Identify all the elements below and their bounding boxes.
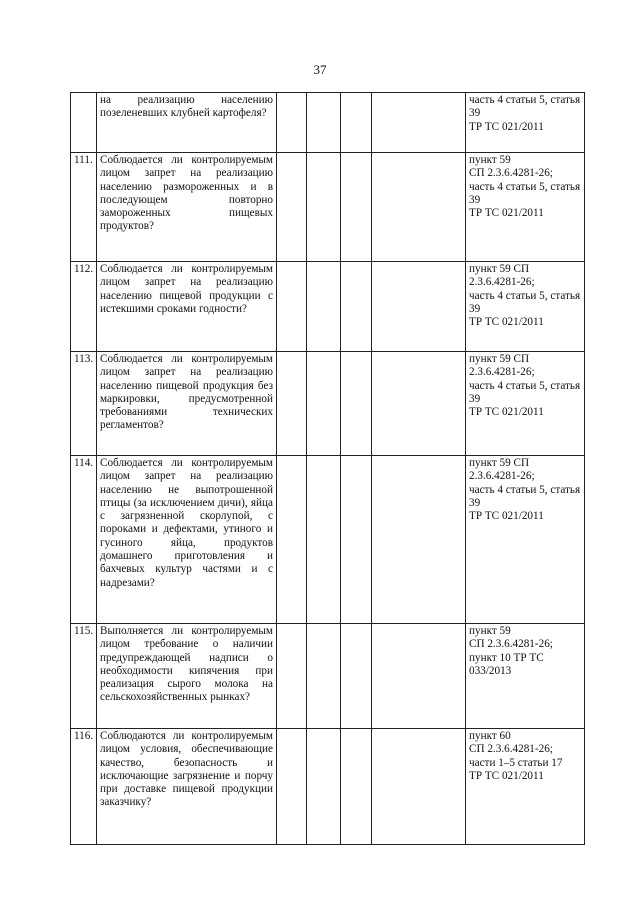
legal-reference-line: ТР ТС 021/2011 bbox=[469, 406, 544, 419]
legal-reference-line: пункт 59 bbox=[469, 625, 511, 637]
answer-yes-cell bbox=[277, 624, 307, 729]
table-row bbox=[71, 153, 585, 262]
table-row bbox=[71, 729, 585, 845]
legal-reference-line: пункт 59 СП 2.3.6.4281-26; bbox=[469, 263, 535, 289]
requirement-question: на реализацию населению позеленевших клубней картофеля? bbox=[97, 93, 277, 153]
row-number: 114. bbox=[71, 456, 97, 624]
answer-yes-cell bbox=[277, 93, 307, 153]
answer-no-cell bbox=[307, 93, 341, 153]
row-number: 116. bbox=[71, 729, 97, 845]
answer-na-cell bbox=[341, 262, 372, 352]
table-row bbox=[71, 624, 585, 729]
answer-no-cell bbox=[307, 262, 341, 352]
legal-reference-line: ТР ТС 021/2011 bbox=[469, 769, 544, 782]
legal-reference-line: СП 2.3.6.4281-26; bbox=[469, 638, 553, 651]
requirement-question: Соблюдается ли контролируемым лицом запрет на реализацию населению размороженных и в последующем повторно замороженных пищевых продуктов? bbox=[97, 153, 277, 262]
requirement-question: Выполняется ли контролируемым лицом требование о наличии предупреждающей надписи о необходимости кипячения при реализация сырого молока на сельскохозяйственных рынках? bbox=[97, 624, 277, 729]
legal-reference-line: пункт 59 СП 2.3.6.4281-26; bbox=[469, 353, 535, 379]
answer-yes-cell bbox=[277, 729, 307, 845]
legal-reference bbox=[466, 624, 585, 729]
checklist-table bbox=[70, 92, 585, 845]
legal-reference bbox=[466, 352, 585, 456]
answer-note-cell bbox=[372, 624, 466, 729]
legal-reference bbox=[466, 93, 585, 153]
legal-reference bbox=[466, 262, 585, 352]
answer-na-cell bbox=[341, 352, 372, 456]
legal-reference-line: ТР ТС 021/2011 bbox=[469, 510, 544, 523]
answer-no-cell bbox=[307, 352, 341, 456]
answer-no-cell bbox=[307, 624, 341, 729]
table-row bbox=[71, 93, 585, 153]
row-number: 115. bbox=[71, 624, 97, 729]
answer-note-cell bbox=[372, 153, 466, 262]
answer-no-cell bbox=[307, 153, 341, 262]
legal-reference bbox=[466, 729, 585, 845]
legal-reference-line: часть 4 статьи 5, статья 39 bbox=[469, 289, 581, 315]
legal-reference-line: пункт 60 bbox=[469, 730, 511, 742]
legal-reference-line: части 1–5 статьи 17 bbox=[469, 756, 563, 769]
legal-reference-line: ТР ТС 021/2011 bbox=[469, 207, 544, 220]
legal-reference-line: ТР ТС 021/2011 bbox=[469, 316, 544, 329]
legal-reference-line: часть 4 статьи 5, статья 39 bbox=[469, 483, 581, 509]
legal-reference bbox=[466, 456, 585, 624]
table-row bbox=[71, 352, 585, 456]
table-row bbox=[71, 456, 585, 624]
requirement-question: Соблюдаются ли контролируемым лицом условия, обеспечивающие качество, безопасность и исключающие загрязнение и порчу при доставке пищевой продукции заказчику? bbox=[97, 729, 277, 845]
row-number: 111. bbox=[71, 153, 97, 262]
answer-note-cell bbox=[372, 456, 466, 624]
answer-na-cell bbox=[341, 93, 372, 153]
answer-no-cell bbox=[307, 729, 341, 845]
answer-yes-cell bbox=[277, 456, 307, 624]
legal-reference bbox=[466, 153, 585, 262]
legal-reference-line: пункт 59 bbox=[469, 154, 511, 166]
page-number: 37 bbox=[313, 62, 327, 77]
answer-note-cell bbox=[372, 262, 466, 352]
answer-na-cell bbox=[341, 729, 372, 845]
legal-reference-line: часть 4 статьи 5, статья 39 bbox=[469, 180, 581, 206]
legal-reference-line: часть 4 статьи 5, статья 39 bbox=[469, 94, 581, 120]
answer-na-cell bbox=[341, 153, 372, 262]
answer-na-cell bbox=[341, 624, 372, 729]
row-number bbox=[71, 93, 97, 153]
requirement-question: Соблюдается ли контролируемым лицом запрет на реализацию населению не выпотрошенной птицы (за исключением дичи), яйца с загрязненной скорлупой, с пороками и дефектами, утиного и гусиного яйца, продуктов домашнего приготовления и бахчевых культур частями и с надрезами? bbox=[97, 456, 277, 624]
table-row bbox=[71, 262, 585, 352]
legal-reference-line: СП 2.3.6.4281-26; bbox=[469, 167, 553, 180]
answer-na-cell bbox=[341, 456, 372, 624]
answer-yes-cell bbox=[277, 153, 307, 262]
legal-reference-line: СП 2.3.6.4281-26; bbox=[469, 743, 553, 756]
row-number: 113. bbox=[71, 352, 97, 456]
answer-note-cell bbox=[372, 352, 466, 456]
legal-reference-line: часть 4 статьи 5, статья 39 bbox=[469, 379, 581, 405]
legal-reference-line: пункт 10 ТР ТС 033/2013 bbox=[469, 651, 544, 677]
checklist-rows bbox=[71, 93, 585, 845]
answer-no-cell bbox=[307, 456, 341, 624]
legal-reference-line: ТР ТС 021/2011 bbox=[469, 120, 544, 133]
answer-note-cell bbox=[372, 93, 466, 153]
legal-reference-line: пункт 59 СП 2.3.6.4281-26; bbox=[469, 457, 535, 483]
answer-yes-cell bbox=[277, 262, 307, 352]
answer-note-cell bbox=[372, 729, 466, 845]
requirement-question: Соблюдается ли контролируемым лицом запрет на реализацию населению пищевой продукции с истекшими сроками годности? bbox=[97, 262, 277, 352]
requirement-question: Соблюдается ли контролируемым лицом запрет на реализацию населению пищевой продукция без маркировки, предусмотренной требованиями технических регламентов? bbox=[97, 352, 277, 456]
row-number: 112. bbox=[71, 262, 97, 352]
answer-yes-cell bbox=[277, 352, 307, 456]
